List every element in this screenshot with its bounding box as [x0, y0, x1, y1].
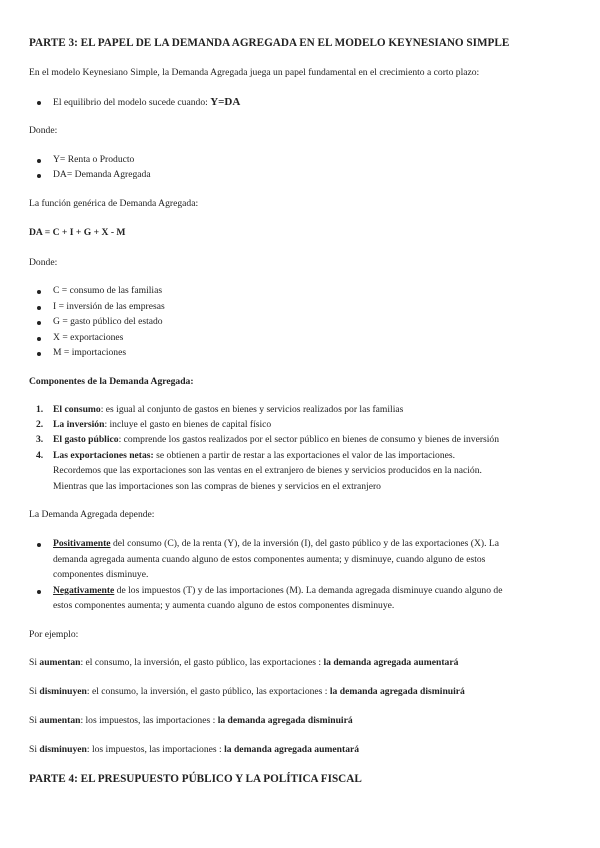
list-number: 2.: [36, 419, 44, 430]
variable-item: I = inversión de las empresas: [53, 301, 165, 312]
bullet-dot: [37, 590, 41, 594]
list-number: 1.: [36, 404, 44, 415]
equilibrium-text: El equilibrio del modelo sucede cuando:: [53, 97, 208, 108]
bullet-dot: [37, 321, 41, 325]
definition-item: DA= Demanda Agregada: [53, 169, 151, 180]
equilibrium-formula: Y=DA: [210, 96, 241, 108]
negative-paragraph-line: estos componentes aumenta; y aumenta cuando alguno de estos componentes disminuye.: [53, 600, 395, 611]
variable-item: G = gasto público del estado: [53, 316, 163, 327]
section-heading-parte-4: PARTE 4: EL PRESUPUESTO PÚBLICO Y LA POLÍTICA FISCAL: [29, 773, 362, 785]
example-line: Si aumentan: el consumo, la inversión, el gasto público, las exportaciones : la demanda agregada aumentará: [29, 657, 459, 668]
list-number: 4.: [36, 450, 44, 461]
intro-paragraph: En el modelo Keynesiano Simple, la Demanda Agregada juega un papel fundamental en el crecimiento a corto plazo:: [29, 67, 480, 78]
bullet-dot: [37, 159, 41, 163]
component-note: Mientras que las importaciones son las compras de bienes y servicios en el extranjero: [53, 481, 381, 492]
example-intro: Por ejemplo:: [29, 629, 79, 640]
definition-item: Y= Renta o Producto: [53, 154, 135, 165]
bullet-dot: [37, 306, 41, 310]
variable-item: X = exportaciones: [53, 332, 124, 343]
bullet-dot: [37, 290, 41, 294]
variable-item: M = importaciones: [53, 347, 127, 358]
bullet-dot: [37, 352, 41, 356]
component-item: El consumo: es igual al conjunto de gastos en bienes y servicios realizados por las familias: [53, 404, 404, 415]
generic-function-label: La función genérica de Demanda Agregada:: [29, 198, 199, 209]
variable-item: C = consumo de las familias: [53, 285, 163, 296]
list-number: 3.: [36, 434, 44, 445]
example-line: Si disminuyen: los impuestos, las importaciones : la demanda agregada aumentará: [29, 744, 360, 755]
component-note: Recordemos que las exportaciones son las ventas en el extranjero de bienes y servicios producidos en la nación.: [53, 465, 482, 476]
bullet-dot: [37, 337, 41, 341]
equilibrium-item: [53, 96, 240, 109]
components-title: Componentes de la Demanda Agregada:: [29, 376, 194, 387]
example-line: Si disminuyen: el consumo, la inversión, el gasto público, las exportaciones : la demanda agregada disminuirá: [29, 686, 465, 697]
example-line: Si aumentan: los impuestos, las importaciones : la demanda agregada disminuirá: [29, 715, 353, 726]
component-item: El gasto público: comprende los gastos realizados por el sector público en bienes de consumo y bienes de inversión: [53, 434, 500, 445]
negative-paragraph-line: Negativamente de los impuestos (T) y de las importaciones (M). La demanda agregada disminuye cuando alguno de: [53, 585, 503, 596]
generic-function-formula: DA = C + I + G + X - M: [29, 227, 126, 238]
bullet-dot: [37, 543, 41, 547]
bullet-dot: [37, 101, 41, 105]
section-heading-parte-3: PARTE 3: EL PAPEL DE LA DEMANDA AGREGADA EN EL MODELO KEYNESIANO SIMPLE: [29, 37, 510, 49]
donde-label: Donde:: [29, 125, 58, 136]
donde-label: Donde:: [29, 257, 58, 268]
positive-paragraph-line: demanda agregada aumenta cuando alguno de estos componentes aumenta; y disminuye, cuando alguno de estos: [53, 554, 486, 565]
positive-paragraph-line: Positivamente del consumo (C), de la renta (Y), de la inversión (I), del gasto público y de las exportaciones (X). La: [53, 538, 499, 549]
component-item: Las exportaciones netas: se obtienen a partir de restar a las exportaciones el valor de las importaciones.: [53, 450, 456, 461]
positive-paragraph-line: componentes disminuye.: [53, 569, 149, 580]
component-item: La inversión: incluye el gasto en bienes de capital físico: [53, 419, 272, 430]
bullet-dot: [37, 174, 41, 178]
depends-intro: La Demanda Agregada depende:: [29, 509, 155, 520]
